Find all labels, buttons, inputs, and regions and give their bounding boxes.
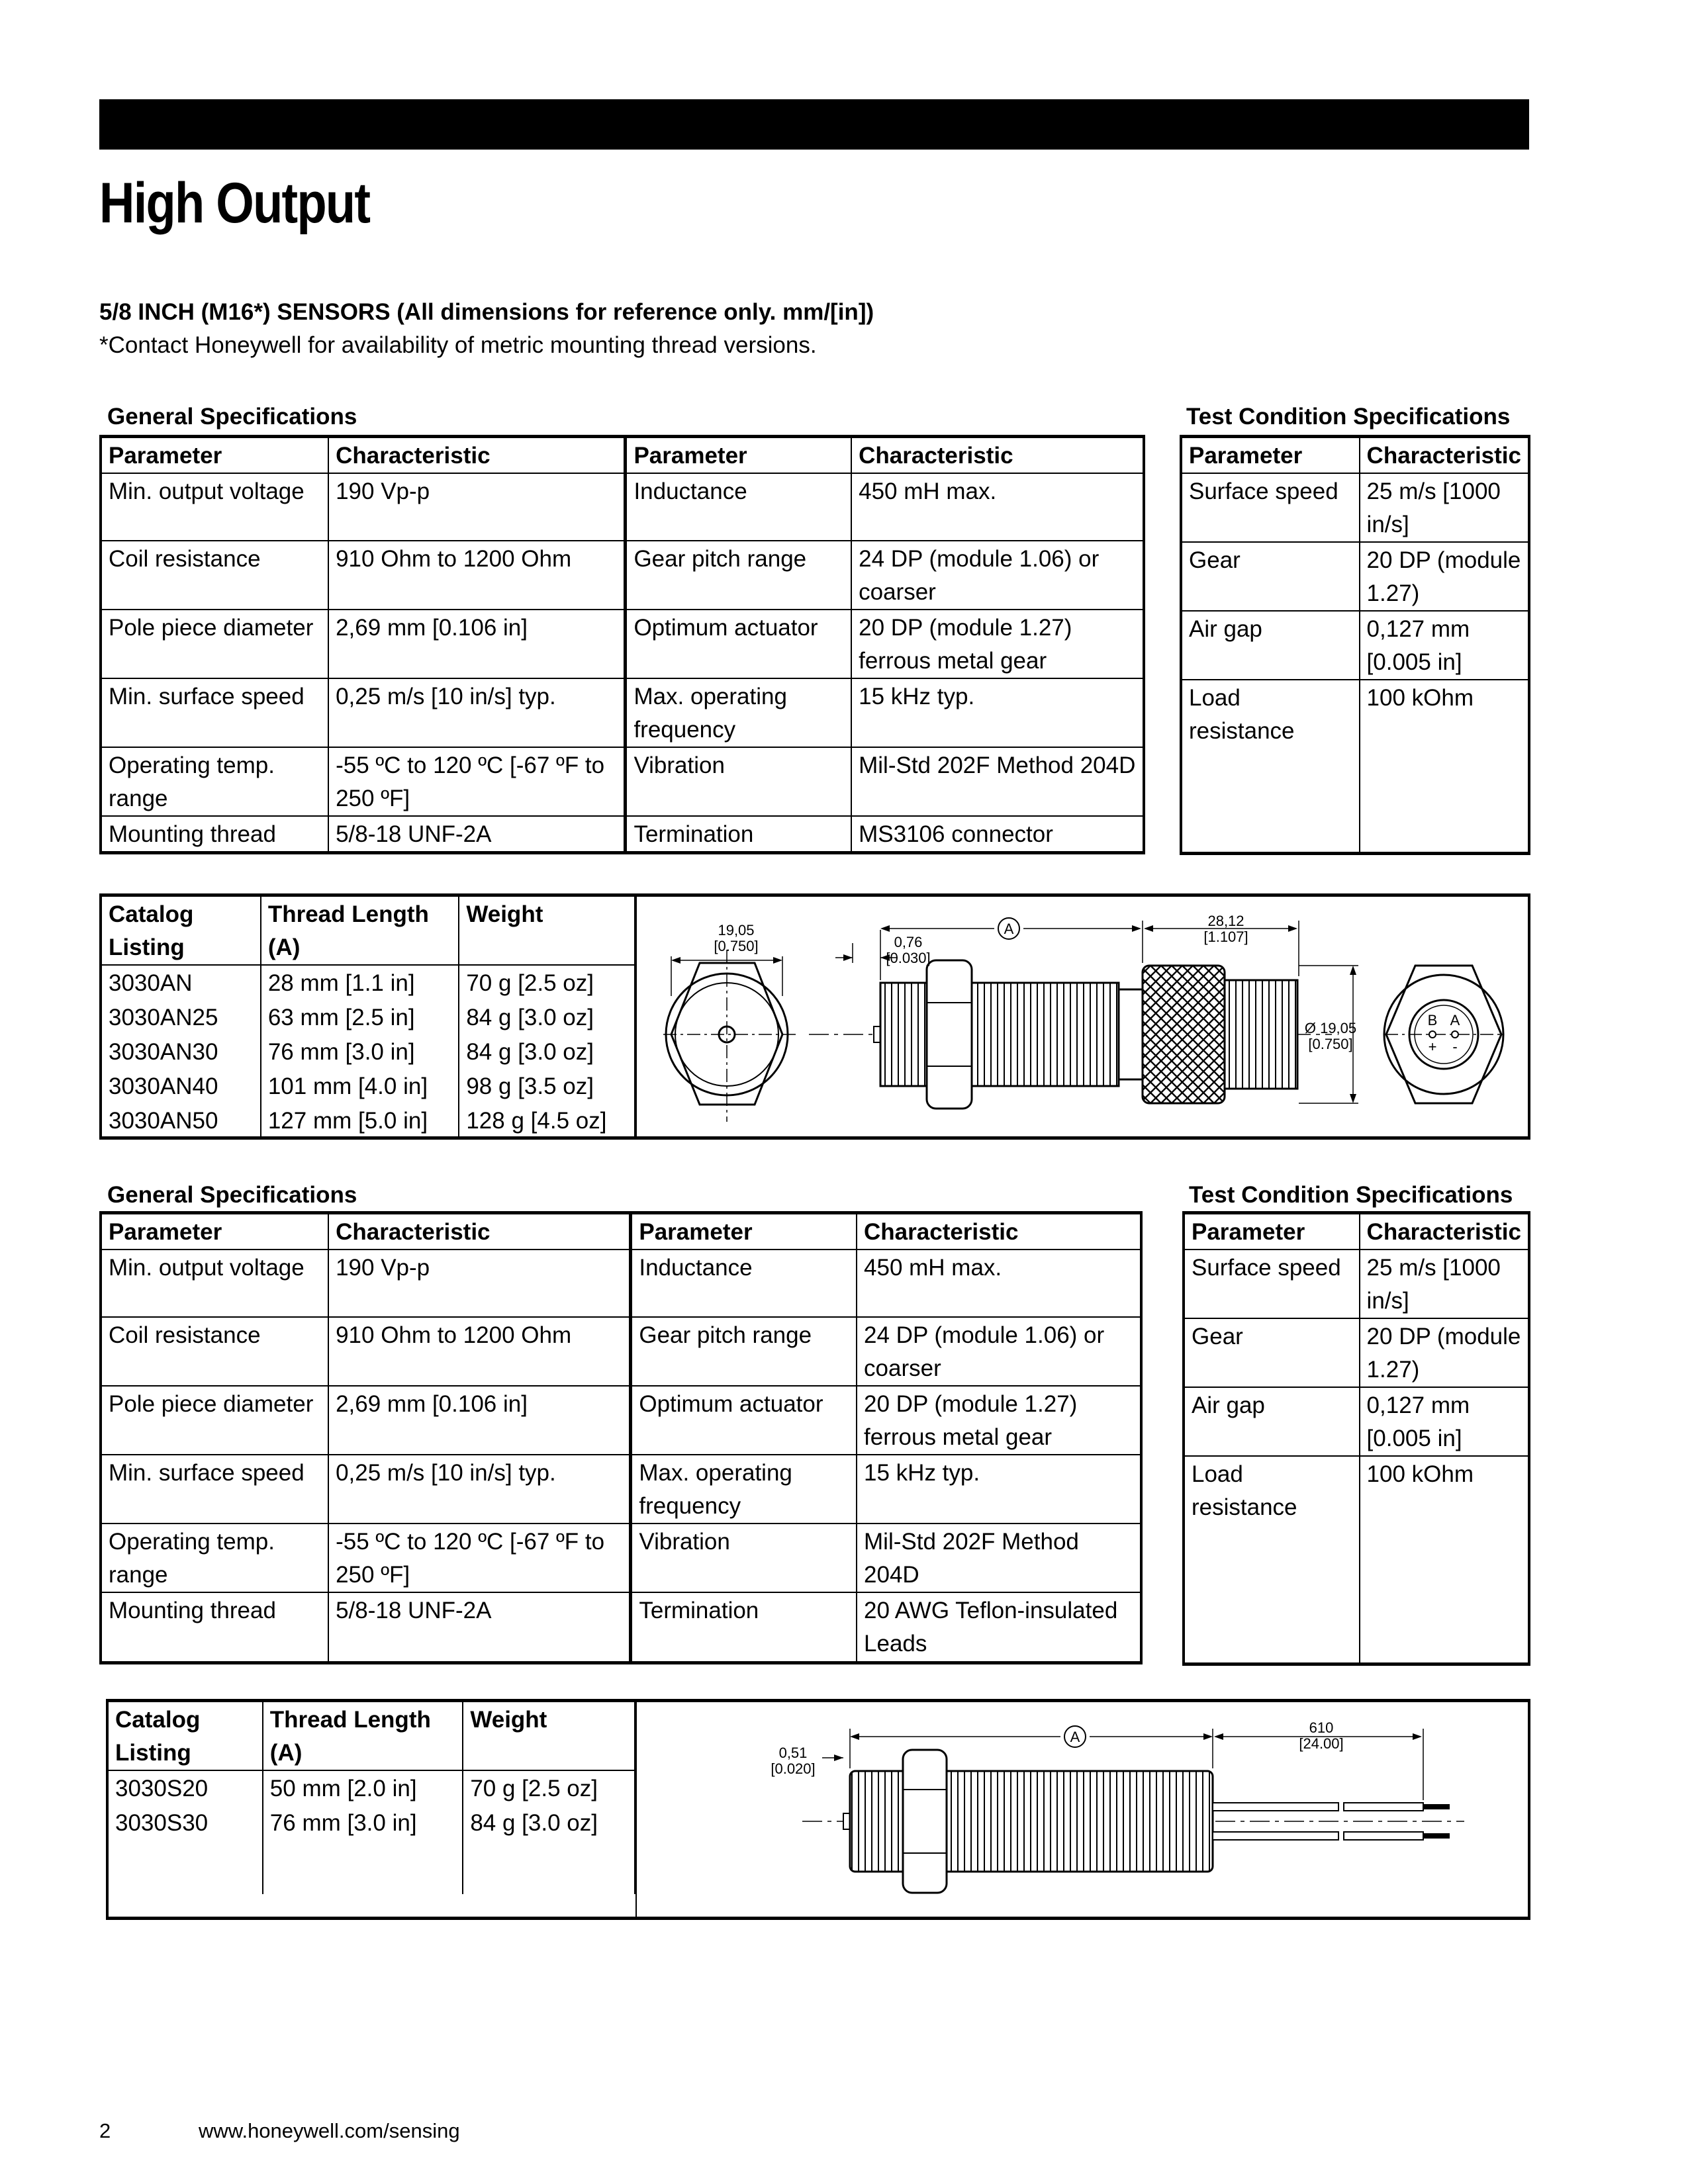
cell: Inductance: [631, 1250, 857, 1317]
cell: 3030AN40: [102, 1069, 261, 1103]
catalog-table-2: [109, 1702, 635, 1894]
cell: 15 kHz typ.: [857, 1455, 1141, 1524]
header-parameter: Parameter: [626, 437, 851, 474]
header-thread-length: Thread Length (A): [263, 1702, 463, 1770]
table-row: [1184, 1318, 1529, 1387]
cell: Load resistance: [1181, 680, 1360, 853]
table-row: [101, 747, 1144, 816]
dim-dia-in: [0.750]: [1308, 1036, 1353, 1052]
pin-b-label: B: [1427, 1012, 1438, 1028]
dim-gap-mm: 0,51: [778, 1745, 808, 1761]
pin-minus-label: -: [1452, 1038, 1458, 1055]
dim-lead-in: [24.00]: [1299, 1735, 1344, 1752]
cell: Air gap: [1181, 611, 1360, 680]
sensor-side-view: [809, 913, 1358, 1109]
sensor-with-leads: [771, 1719, 1464, 1893]
header-catalog-listing: Catalog Listing: [109, 1702, 263, 1770]
cell: 84 g [3.0 oz]: [459, 1034, 635, 1069]
table-row: [101, 1592, 1141, 1662]
cell: -55 ºC to 120 ºC [-67 ºF to 250 ºF]: [328, 747, 626, 816]
cell: 450 mH max.: [857, 1250, 1141, 1317]
header-characteristic: Characteristic: [1360, 437, 1529, 474]
page-title: High Output: [99, 171, 370, 235]
cell: 20 AWG Teflon-insulated Leads: [857, 1592, 1141, 1662]
cell: 63 mm [2.5 in]: [261, 1000, 459, 1034]
table-row: [1184, 1456, 1529, 1664]
header-characteristic: Characteristic: [328, 1213, 631, 1250]
cell: 5/8-18 UNF-2A: [328, 1592, 631, 1662]
dim-a-label: A: [1004, 921, 1014, 937]
table-row: [109, 1770, 635, 1805]
cell: Vibration: [626, 747, 851, 816]
dim-a-label: A: [1070, 1729, 1080, 1745]
cell: Pole piece diameter: [101, 610, 328, 678]
cell: 127 mm [5.0 in]: [261, 1103, 459, 1139]
cell: 28 mm [1.1 in]: [261, 965, 459, 1000]
header-parameter: Parameter: [631, 1213, 857, 1250]
table-row: [101, 1386, 1141, 1455]
catalog-box-2: [106, 1699, 1530, 1920]
cell: 70 g [2.5 oz]: [463, 1770, 635, 1805]
cell: 101 mm [4.0 in]: [261, 1069, 459, 1103]
sensor-connector-diagram: [637, 897, 1528, 1136]
cell: Optimum actuator: [631, 1386, 857, 1455]
table-header-row: [101, 437, 1144, 474]
section-note: *Contact Honeywell for availability of metric mounting thread versions.: [99, 332, 817, 358]
table-row: [102, 1103, 635, 1139]
cell: 190 Vp-p: [328, 1250, 631, 1317]
table-row: [102, 1069, 635, 1103]
cell: 450 mH max.: [851, 473, 1144, 541]
page-number: 2: [99, 2119, 111, 2142]
header-characteristic: Characteristic: [328, 437, 626, 474]
header-parameter: Parameter: [1181, 437, 1360, 474]
test-spec-caption-1: Test Condition Specifications: [1186, 404, 1511, 430]
cell: 24 DP (module 1.06) or coarser: [857, 1317, 1141, 1386]
dim-gap-in: [0.020]: [771, 1760, 816, 1777]
cell: Load resistance: [1184, 1456, 1360, 1664]
test-spec-table-2: [1182, 1211, 1530, 1666]
pin-plus-label: +: [1428, 1038, 1437, 1055]
header-weight: Weight: [459, 897, 635, 965]
cell: 0,127 mm [0.005 in]: [1360, 611, 1529, 680]
table-header-row: [1184, 1213, 1529, 1250]
cell: Gear: [1184, 1318, 1360, 1387]
footer-url[interactable]: www.honeywell.com/sensing: [199, 2119, 460, 2142]
general-spec-caption-1: General Specifications: [107, 404, 357, 430]
cell: 2,69 mm [0.106 in]: [328, 1386, 631, 1455]
general-spec-table-2: [99, 1211, 1143, 1664]
cell: 20 DP (module 1.27) ferrous metal gear: [851, 610, 1144, 678]
cell: Max. operating frequency: [626, 678, 851, 747]
table-row: [101, 610, 1144, 678]
catalog-table-1: [102, 897, 635, 1139]
cell: 84 g [3.0 oz]: [459, 1000, 635, 1034]
cell: Pole piece diameter: [101, 1386, 328, 1455]
table-row: [101, 473, 1144, 541]
test-spec-table-1: [1180, 435, 1530, 855]
cell: Mounting thread: [101, 1592, 328, 1662]
header-characteristic: Characteristic: [851, 437, 1144, 474]
dim-gap-in: [0.030]: [886, 950, 931, 966]
cell: Operating temp. range: [101, 747, 328, 816]
table-row: [1181, 473, 1529, 542]
pin-a-label: A: [1450, 1012, 1460, 1028]
table-header-row: [1181, 437, 1529, 474]
cell: Mil-Std 202F Method 204D: [851, 747, 1144, 816]
table-row: [101, 541, 1144, 610]
section-subheading: 5/8 INCH (M16*) SENSORS (All dimensions for reference only. mm/[in]): [99, 299, 874, 325]
dim-hex-in: [0.750]: [714, 938, 759, 954]
cell: 0,127 mm [0.005 in]: [1360, 1387, 1529, 1456]
cell: Min. output voltage: [101, 1250, 328, 1317]
test-spec-caption-2: Test Condition Specifications: [1189, 1182, 1513, 1208]
cell: Air gap: [1184, 1387, 1360, 1456]
cell: Coil resistance: [101, 541, 328, 610]
table-row: [101, 1524, 1141, 1592]
dim-dia-mm: Ø 19,05: [1304, 1020, 1357, 1036]
dim-lead-mm: 610: [1309, 1719, 1334, 1736]
cell: 50 mm [2.0 in]: [263, 1770, 463, 1805]
table-row: [101, 1317, 1141, 1386]
catalog-box-1: [99, 893, 1530, 1140]
cell: 910 Ohm to 1200 Ohm: [328, 541, 626, 610]
cell: Max. operating frequency: [631, 1455, 857, 1524]
cell: Gear pitch range: [626, 541, 851, 610]
cell: Gear pitch range: [631, 1317, 857, 1386]
table-row: [109, 1805, 635, 1894]
cell: Coil resistance: [101, 1317, 328, 1386]
table-row: [101, 1455, 1141, 1524]
cell: Optimum actuator: [626, 610, 851, 678]
cell: Surface speed: [1184, 1250, 1360, 1318]
table-row: [1184, 1387, 1529, 1456]
sensor-leads-diagram: [637, 1702, 1528, 1917]
cell: Mil-Std 202F Method 204D: [857, 1524, 1141, 1592]
table-row: [1184, 1250, 1529, 1318]
table-header-row: [102, 897, 635, 965]
dim-conn-mm: 28,12: [1207, 913, 1244, 929]
cell: 2,69 mm [0.106 in]: [328, 610, 626, 678]
cell: Surface speed: [1181, 473, 1360, 542]
cell: Vibration: [631, 1524, 857, 1592]
cell: 5/8-18 UNF-2A: [328, 816, 626, 853]
cell: Gear: [1181, 542, 1360, 611]
table-row: [101, 816, 1144, 853]
table-row: [102, 1034, 635, 1069]
table-row: [1181, 542, 1529, 611]
table-header-row: [101, 1213, 1141, 1250]
cell: 84 g [3.0 oz]: [463, 1805, 635, 1894]
header-weight: Weight: [463, 1702, 635, 1770]
cell: 24 DP (module 1.06) or coarser: [851, 541, 1144, 610]
connector-end-view: [1384, 966, 1504, 1103]
cell: 20 DP (module 1.27) ferrous metal gear: [857, 1386, 1141, 1455]
cell: 910 Ohm to 1200 Ohm: [328, 1317, 631, 1386]
header-bar: [99, 99, 1529, 150]
cell: 190 Vp-p: [328, 473, 626, 541]
cell: 3030S30: [109, 1805, 263, 1894]
general-spec-table-1: [99, 435, 1145, 854]
table-row: [1181, 611, 1529, 680]
cell: 70 g [2.5 oz]: [459, 965, 635, 1000]
cell: Operating temp. range: [101, 1524, 328, 1592]
cell: 100 kOhm: [1360, 680, 1529, 853]
header-catalog-listing: Catalog Listing: [102, 897, 261, 965]
cell: Min. surface speed: [101, 678, 328, 747]
cell: Min. surface speed: [101, 1455, 328, 1524]
general-spec-caption-2: General Specifications: [107, 1182, 357, 1208]
cell: 0,25 m/s [10 in/s] typ.: [328, 1455, 631, 1524]
header-parameter: Parameter: [101, 1213, 328, 1250]
header-characteristic: Characteristic: [1360, 1213, 1529, 1250]
header-characteristic: Characteristic: [857, 1213, 1141, 1250]
cell: MS3106 connector: [851, 816, 1144, 853]
dim-gap-mm: 0,76: [894, 934, 923, 950]
cell: 76 mm [3.0 in]: [263, 1805, 463, 1894]
header-parameter: Parameter: [1184, 1213, 1360, 1250]
cell: Termination: [631, 1592, 857, 1662]
hex-end-view: [663, 922, 796, 1122]
header-parameter: Parameter: [101, 437, 328, 474]
table-row: [101, 1250, 1141, 1317]
cell: 3030AN25: [102, 1000, 261, 1034]
cell: 76 mm [3.0 in]: [261, 1034, 459, 1069]
table-row: [1181, 680, 1529, 853]
cell: 3030AN: [102, 965, 261, 1000]
header-thread-length: Thread Length (A): [261, 897, 459, 965]
cell: 3030S20: [109, 1770, 263, 1805]
cell: 98 g [3.5 oz]: [459, 1069, 635, 1103]
cell: 25 m/s [1000 in/s]: [1360, 473, 1529, 542]
cell: 0,25 m/s [10 in/s] typ.: [328, 678, 626, 747]
cell: 15 kHz typ.: [851, 678, 1144, 747]
cell: -55 ºC to 120 ºC [-67 ºF to 250 ºF]: [328, 1524, 631, 1592]
cell: 3030AN30: [102, 1034, 261, 1069]
cell: 3030AN50: [102, 1103, 261, 1139]
cell: Mounting thread: [101, 816, 328, 853]
cell: Termination: [626, 816, 851, 853]
cell: 25 m/s [1000 in/s]: [1360, 1250, 1529, 1318]
table-row: [102, 965, 635, 1000]
dim-conn-in: [1.107]: [1203, 929, 1248, 945]
cell: Inductance: [626, 473, 851, 541]
cell: 100 kOhm: [1360, 1456, 1529, 1664]
cell: 20 DP (module 1.27): [1360, 542, 1529, 611]
cell: Min. output voltage: [101, 473, 328, 541]
cell: 20 DP (module 1.27): [1360, 1318, 1529, 1387]
table-row: [101, 678, 1144, 747]
cell: 128 g [4.5 oz]: [459, 1103, 635, 1139]
table-header-row: [109, 1702, 635, 1770]
dim-hex-mm: 19,05: [718, 922, 755, 938]
table-row: [102, 1000, 635, 1034]
